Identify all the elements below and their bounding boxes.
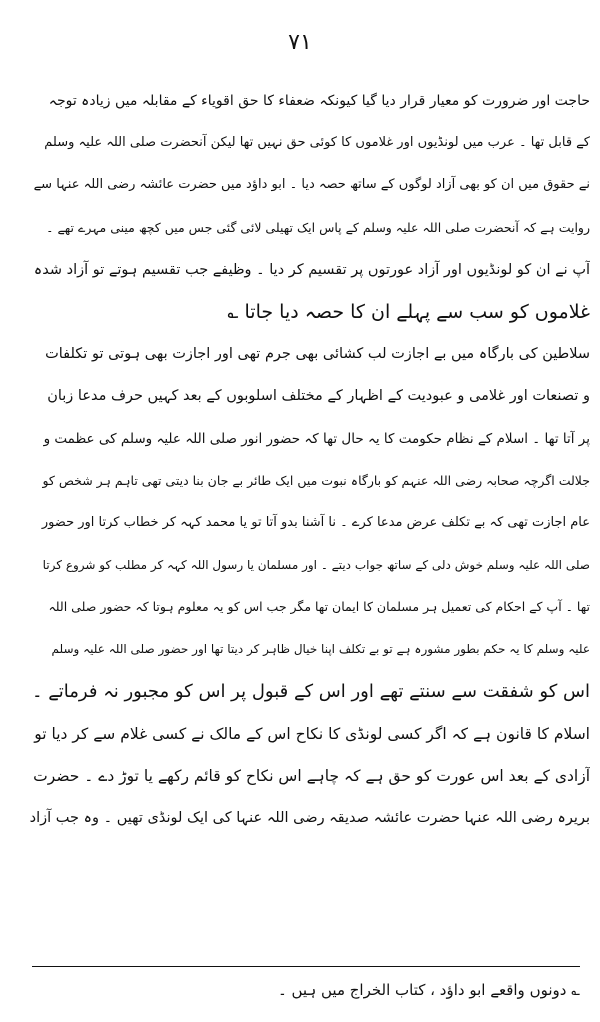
text-line-11: عام اجازت تھی کہ بے تکلف عرض مدعا کرے ۔ نا آشنا بدو آتا تو یا محمد کہہ کر خطاب کرتا اور حضور bbox=[41, 514, 590, 530]
text-line-9: پر آتا تھا ۔ اسلام کے نظام حکومت کا یہ حال تھا کہ حضور انور صلی اللہ علیہ وسلم کی عظمت و bbox=[43, 430, 590, 447]
footnote: ؎ دونوں واقعے ابو داؤد ، کتاب الخراج میں ہیں ۔ bbox=[277, 981, 580, 999]
footnote-divider bbox=[32, 966, 580, 967]
body-text bbox=[30, 80, 590, 839]
text-line-5: آپ نے ان کو لونڈیوں اور آزاد عورتوں پر تقسیم کر دیا ۔ وظیفے جب تقسیم ہوتے تو آزاد شدہ bbox=[33, 261, 590, 278]
text-line-15: اس کو شفقت سے سنتے تھے اور اس کے قبول پر اس کو مجبور نہ فرماتے ۔ bbox=[31, 680, 590, 702]
text-line-14: علیہ وسلم کا یہ حکم بطور مشورہ ہے تو بے تکلف اپنا خیال ظاہر کر دیتا تھا اور حضور صلی اللہ علیہ وسلم bbox=[51, 642, 590, 657]
text-line-6: غلاموں کو سب سے پہلے ان کا حصہ دیا جاتا ؎ bbox=[227, 300, 590, 323]
text-line-1: حاجت اور ضرورت کو معیار قرار دیا گیا کیونکہ ضعفاء کا حق اقویاء کے مقابلہ میں زیادہ توجہ bbox=[48, 93, 590, 109]
text-line-7: سلاطین کی بارگاہ میں بے اجازت لب کشائی بھی جرم تھی اور اجازت بھی ہوتی تو تکلفات bbox=[45, 346, 590, 363]
text-line-12: صلی اللہ علیہ وسلم خوش دلی کے ساتھ جواب دیتے ۔ اور مسلمان یا رسول اللہ کہہ کر مطلب کو شروع کرتا bbox=[42, 558, 590, 573]
text-line-2: کے قابل تھا ۔ عرب میں لونڈیوں اور غلاموں کا کوئی حق نہیں تھا لیکن آنحضرت صلی اللہ علیہ وسلم bbox=[44, 135, 590, 151]
text-line-18: بریرہ رضی اللہ عنہا حضرت عائشہ صدیقہ رضی اللہ عنہا کی ایک لونڈی تھیں ۔ وہ جب آزاد bbox=[30, 810, 590, 827]
text-line-3: نے حقوق میں ان کو بھی آزاد لوگوں کے ساتھ حصہ دیا ۔ ابو داؤد میں حضرت عائشہ رضی اللہ عنہا سے bbox=[33, 177, 590, 193]
text-line-13: تھا ۔ آپ کے احکام کی تعمیل ہر مسلمان کا ایمان تھا مگر جب اس کو یہ معلوم ہوتا کہ حضور صلی اللہ bbox=[48, 599, 590, 615]
text-line-10: جلالت اگرچہ صحابہ رضی اللہ عنہم کو بارگاہ نبوت میں ایک طائر بے جان بنا دیتی تھی تاہم ہر شخص کو bbox=[42, 472, 590, 488]
page-number: ۷۱ bbox=[288, 30, 312, 55]
text-line-16: اسلام کا قانون ہے کہ اگر کسی لونڈی کا نکاح اس کے مالک نے کسی غلام سے کر دیا تو bbox=[34, 724, 590, 743]
text-line-4: روایت ہے کہ آنحضرت صلی اللہ علیہ وسلم کے پاس ایک تھیلی لائی گئی جس میں کچھ مینی مہرے تھے ۔ bbox=[46, 219, 590, 235]
text-line-17: آزادی کے بعد اس عورت کو حق ہے کہ چاہے اس نکاح کو قائم رکھے یا توڑ دے ۔ حضرت bbox=[33, 767, 590, 785]
text-line-8: و تصنعات اور غلامی و عبودیت کے اظہار کے مختلف اسلوبوں کے بعد کہیں حرف مدعا زبان bbox=[47, 388, 590, 405]
